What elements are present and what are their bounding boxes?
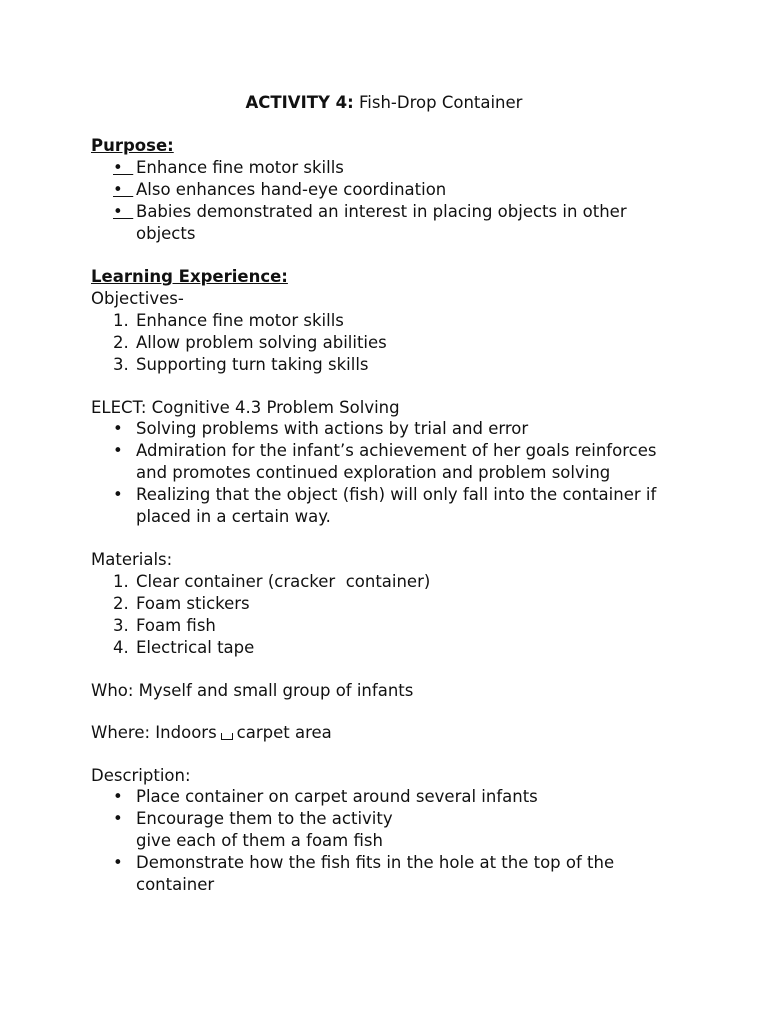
list-item: • Demonstrate how the fish fits in the hole at the top of the container — [113, 853, 615, 894]
objectives-label: Objectives- — [91, 289, 184, 308]
bullet-icon: • — [113, 809, 123, 828]
materials-label: Materials: — [91, 550, 173, 569]
list-item: 3. Foam fish — [113, 615, 216, 635]
bullet-icon: • — [113, 158, 134, 177]
list-item: • Also enhances hand-eye coordination — [113, 180, 447, 199]
purpose-list — [91, 157, 691, 245]
list-item: 3. Supporting turn taking skills — [113, 354, 369, 374]
bullet-icon: • — [113, 419, 123, 438]
elect-label: ELECT: Cognitive 4.3 Problem Solving — [91, 397, 400, 417]
bullet-icon: • — [113, 180, 134, 199]
where-line — [91, 722, 691, 744]
elect-list — [91, 418, 691, 528]
list-item: 2. Foam stickers — [113, 593, 250, 613]
bullet-icon: • — [113, 853, 123, 872]
bullet-icon: • — [113, 202, 134, 221]
list-item: 1. Clear container (cracker container) — [113, 571, 431, 591]
bullet-icon: • — [113, 485, 123, 504]
document-body — [91, 135, 691, 896]
list-item: • Babies demonstrated an interest in placing objects in other objects — [113, 202, 627, 243]
who-line: Who: Myself and small group of infants — [91, 680, 414, 700]
where-suffix: carpet area — [236, 723, 332, 742]
bullet-icon: • — [113, 441, 123, 460]
purpose-heading: Purpose: — [91, 136, 174, 155]
list-item: • Place container on carpet around several infants — [113, 787, 538, 806]
description-list — [91, 786, 691, 896]
list-item: 1. Enhance fine motor skills — [113, 310, 344, 330]
objectives-list — [91, 310, 691, 376]
where-prefix: Where: Indoors — [91, 723, 217, 742]
list-item: 2. Allow problem solving abilities — [113, 332, 387, 352]
activity-name: Fish-Drop Container — [359, 93, 523, 112]
list-item: • Encourage them to the activity give each of them a foam fish — [113, 809, 393, 850]
description-label: Description: — [91, 765, 191, 785]
bullet-icon: • — [113, 787, 123, 806]
list-item: 4. Electrical tape — [113, 637, 255, 657]
space-mark-icon — [221, 733, 233, 740]
learning-experience-heading: Learning Experience: — [91, 267, 288, 286]
activity-title — [0, 92, 768, 114]
activity-number: ACTIVITY 4: — [245, 93, 354, 112]
list-item: • Admiration for the infant’s achievement of her goals reinforces and promotes continued exploration and problem solving — [113, 441, 657, 482]
materials-list — [91, 571, 691, 659]
list-item: • Enhance fine motor skills — [113, 158, 344, 177]
list-item: • Realizing that the object (fish) will only fall into the container if placed in a certain way. — [113, 485, 657, 526]
list-item: • Solving problems with actions by trial and error — [113, 419, 529, 438]
